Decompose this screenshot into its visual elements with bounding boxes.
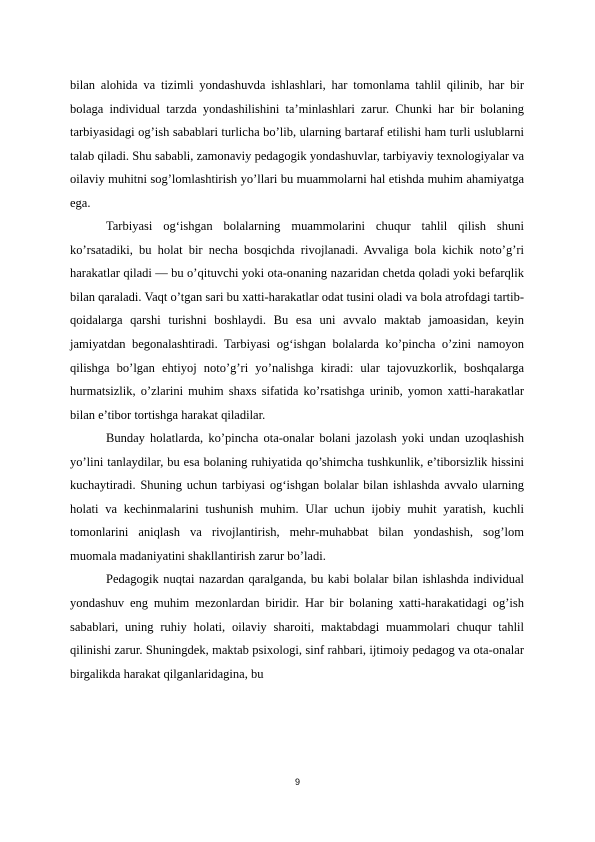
paragraph: Bunday holatlarda, ko’pincha ota-onalar bolani jazolash yoki undan uzoqlashish yo’lini tanlaydilar, bu esa bolaning ruhiyatida qo’shimcha tushkunlik, e’tiborsizlik hissini kuchaytiradi. Shuning uchun tarbiyasi og‘ishgan bolalar bilan ishlashda avvalo ularning holati va kechinmalarini tushunish muhim. Ular uchun ijobiy muhit yaratish, kuchli tomonlarini aniqlash va rivojlantirish, mehr-muhabbat bilan yondashish, sog’lom muomala madaniyatini shakllantirish zarur bo’ladi. xyxy=(70,431,524,563)
page-number: 9 xyxy=(294,777,300,787)
paragraph: Tarbiyasi og‘ishgan bolalarning muammolarini chuqur tahlil qilish shuni ko’rsatadiki, bu holat bir necha bosqichda rivojlanadi. Avvaliga bola kichik noto’g’ri harakatlar qiladi — bu o’qituvchi yoki ota-onaning nazaridan chetda qoladi yoki befarqlik bilan qaraladi. Vaqt o’tgan sari bu xatti-harakatlar odat tusini oladi va bola atrofdagi tartib-qoidalarga qarshi turishni boshlaydi. Bu esa uni avvalo maktab jamoasidan, keyin jamiyatdan begonalashtiradi. Tarbiyasi og‘ishgan bolalarda ko’pincha o’zini namoyon qilishga bo’lgan ehtiyoj noto’g’ri yo’nalishga kiradi: ular tajovuzkorlik, boshqalarga hurmatsizlik, o’zlarini muhim shaxs sifatida ko’rsatishga urinib, yomon xatti-harakatlar bilan e’tibor tortishga harakat qiladilar. xyxy=(70,219,524,422)
paragraph-continuation: bilan alohida va tizimli yondashuvda ishlashlari, har tomonlama tahlil qilinib, har bir bolaga individual tarzda yondashilishini ta’minlashlari zarur. Chunki har bir bolaning tarbiyasidagi og’ish sabablari turlicha bo’lib, ularning bartaraf etilishi ham turli uslublarni talab qiladi. Shu sababli, zamonaviy pedagogik yondashuvlar, tarbiyaviy texnologiyalar va oilaviy muhitni sog’lomlashtirish yo’llari bu muammolarni hal etishda muhim ahamiyatga ega. xyxy=(70,78,524,210)
document-body xyxy=(70,74,524,686)
paragraph: Pedagogik nuqtai nazardan qaralganda, bu kabi bolalar bilan ishlashda individual yondashuv eng muhim mezonlardan biridir. Har bir bolaning xatti-harakatidagi og’ish sabablari, uning ruhiy holati, oilaviy sharoiti, maktabdagi muammolari chuqur tahlil qilinishi zarur. Shuningdek, maktab psixologi, sinf rahbari, ijtimoiy pedagog va ota-onalar birgalikda harakat qilganlaridagina, bu xyxy=(70,572,524,681)
